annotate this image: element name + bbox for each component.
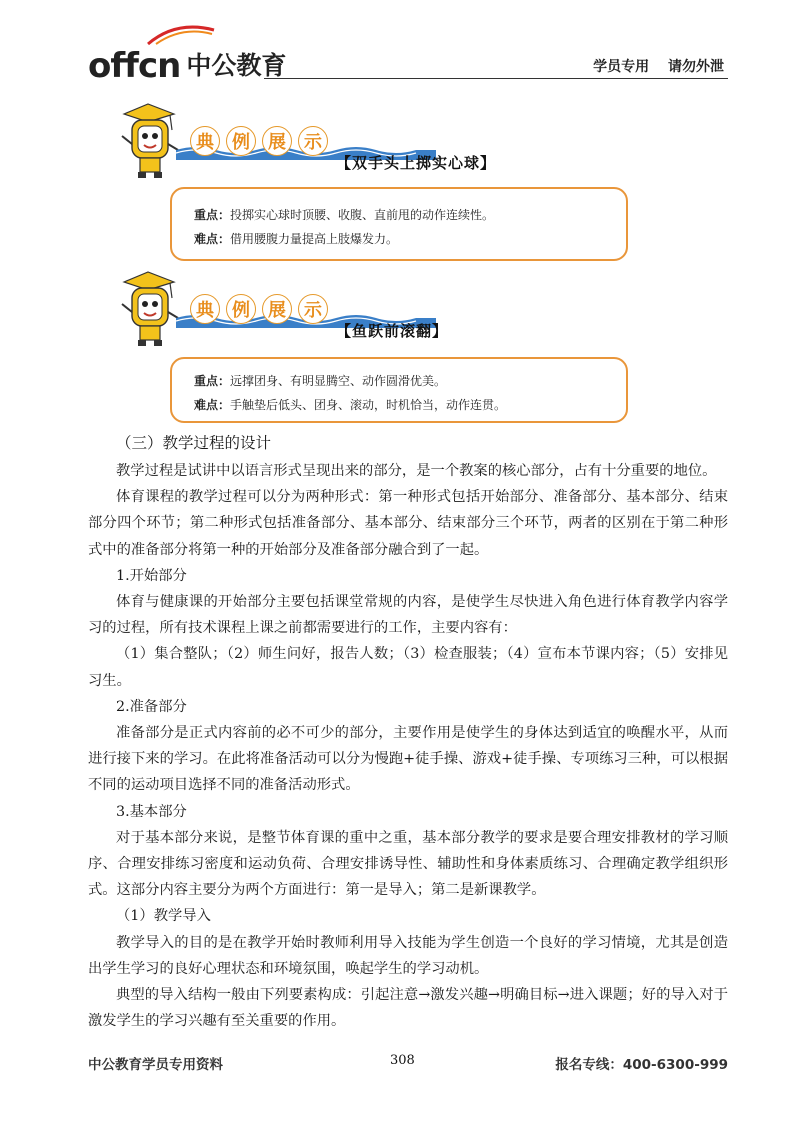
header-label-no-leak: 请勿外泄 <box>668 59 724 75</box>
footer-hotline: 报名专线：400-6300-999 <box>555 1057 728 1073</box>
banner-char: 例 <box>226 294 256 324</box>
main-content <box>88 430 728 1034</box>
paragraph: 教学导入的目的是在教学开始时教师利用导入技能为学生创造一个良好的学习情境，尤其是创造出学生学习的良好心理状态和环境氛围，唤起学生的学习动机。 <box>88 934 728 977</box>
header-notice <box>593 56 724 76</box>
example-notes-1 <box>170 187 628 261</box>
difficulty-label: 难点： <box>194 398 231 412</box>
page-footer <box>88 1053 728 1077</box>
mascot-icon <box>118 100 182 182</box>
difficulty-line <box>194 393 604 417</box>
example-title: 【鱼跃前滚翻】 <box>336 322 449 340</box>
key-point-label: 重点： <box>194 374 231 388</box>
offcn-logo <box>88 36 286 86</box>
key-point-line <box>194 369 604 393</box>
paragraph: 对于基本部分来说，是整节体育课的重中之重，基本部分教学的要求是要合理安排教材的学习顺序、合理安排练习密度和运动负荷、合理安排诱导性、辅助性和身体素质练习、合理确定教学组织形式。这部分内容主要分为两个方面进行：第一是导入；第二是新课教学。 <box>88 829 728 899</box>
header-label-students-only: 学员专用 <box>593 59 650 75</box>
section-title: （三）教学过程的设计 <box>116 434 272 452</box>
subheading: 2.准备部分 <box>116 698 187 715</box>
difficulty-text: 借用腰腹力量提高上肢爆发力。 <box>230 232 399 246</box>
paragraph: 典型的导入结构一般由下列要素构成：引起注意→激发兴趣→明确目标→进入课题；好的导入对于激发学生的学习兴趣有至关重要的作用。 <box>88 987 728 1030</box>
difficulty-text: 手触垫后低头、团身、滚动，时机恰当，动作连贯。 <box>230 398 507 412</box>
subheading: （1）教学导入 <box>116 908 211 925</box>
subheading: 3.基本部分 <box>116 803 187 820</box>
banner-char: 展 <box>262 294 292 324</box>
banner-char: 例 <box>226 126 256 156</box>
page-number: 308 <box>390 1053 415 1068</box>
example-title: 【双手头上掷实心球】 <box>336 154 497 172</box>
key-point-line <box>194 203 604 227</box>
example-notes-2 <box>170 357 628 423</box>
banner-char: 示 <box>298 294 328 324</box>
key-point-text: 远撑团身、有明显腾空、动作圆滑优美。 <box>230 374 447 388</box>
key-point-label: 重点： <box>194 208 231 222</box>
banner-char: 示 <box>298 126 328 156</box>
subheading: 1.开始部分 <box>116 567 187 584</box>
page-header <box>88 28 728 86</box>
logo-swoosh-icon <box>146 24 216 46</box>
logo-text-cn: 中公教育 <box>186 51 287 80</box>
banner-char: 典 <box>190 294 220 324</box>
paragraph: 体育课程的教学过程可以分为两种形式：第一种形式包括开始部分、准备部分、基本部分、结束部分四个环节；第二种形式包括准备部分、基本部分、结束部分三个环节，两者的区别在于第二种形式中的准备部分将第一种的开始部分及准备部分融合到了一起。 <box>88 489 728 558</box>
key-point-text: 投掷实心球时顶腰、收腹、直前甩的动作连续性。 <box>230 208 495 222</box>
difficulty-label: 难点： <box>194 232 231 246</box>
header-rule <box>264 78 728 79</box>
banner-char: 典 <box>190 126 220 156</box>
example-block-1 <box>118 100 638 180</box>
paragraph: （1）集合整队；（2）师生问好，报告人数；（3）检查服装；（4）宣布本节课内容；（5）安排见习生。 <box>88 646 728 689</box>
example-block-2 <box>118 268 638 348</box>
paragraph: 准备部分是正式内容前的必不可少的部分，主要作用是使学生的身体达到适宜的唤醒水平，从而进行接下来的学习。在此将准备活动可以分为慢跑+徒手操、游戏+徒手操、专项练习三种，可以根据不同的运动项目选择不同的准备活动形式。 <box>88 725 728 794</box>
difficulty-line <box>194 227 604 251</box>
logo-text-en: offcn <box>88 46 181 86</box>
mascot-icon <box>118 268 182 350</box>
banner-char: 展 <box>262 126 292 156</box>
footer-source: 中公教育学员专用资料 <box>88 1057 223 1073</box>
paragraph: 教学过程是试讲中以语言形式呈现出来的部分，是一个教案的核心部分，占有十分重要的地位。 <box>116 463 717 479</box>
paragraph: 体育与健康课的开始部分主要包括课堂常规的内容，是使学生尽快进入角色进行体育教学内容学习的过程，所有技术课程上课之前都需要进行的工作，主要内容有： <box>88 594 728 637</box>
